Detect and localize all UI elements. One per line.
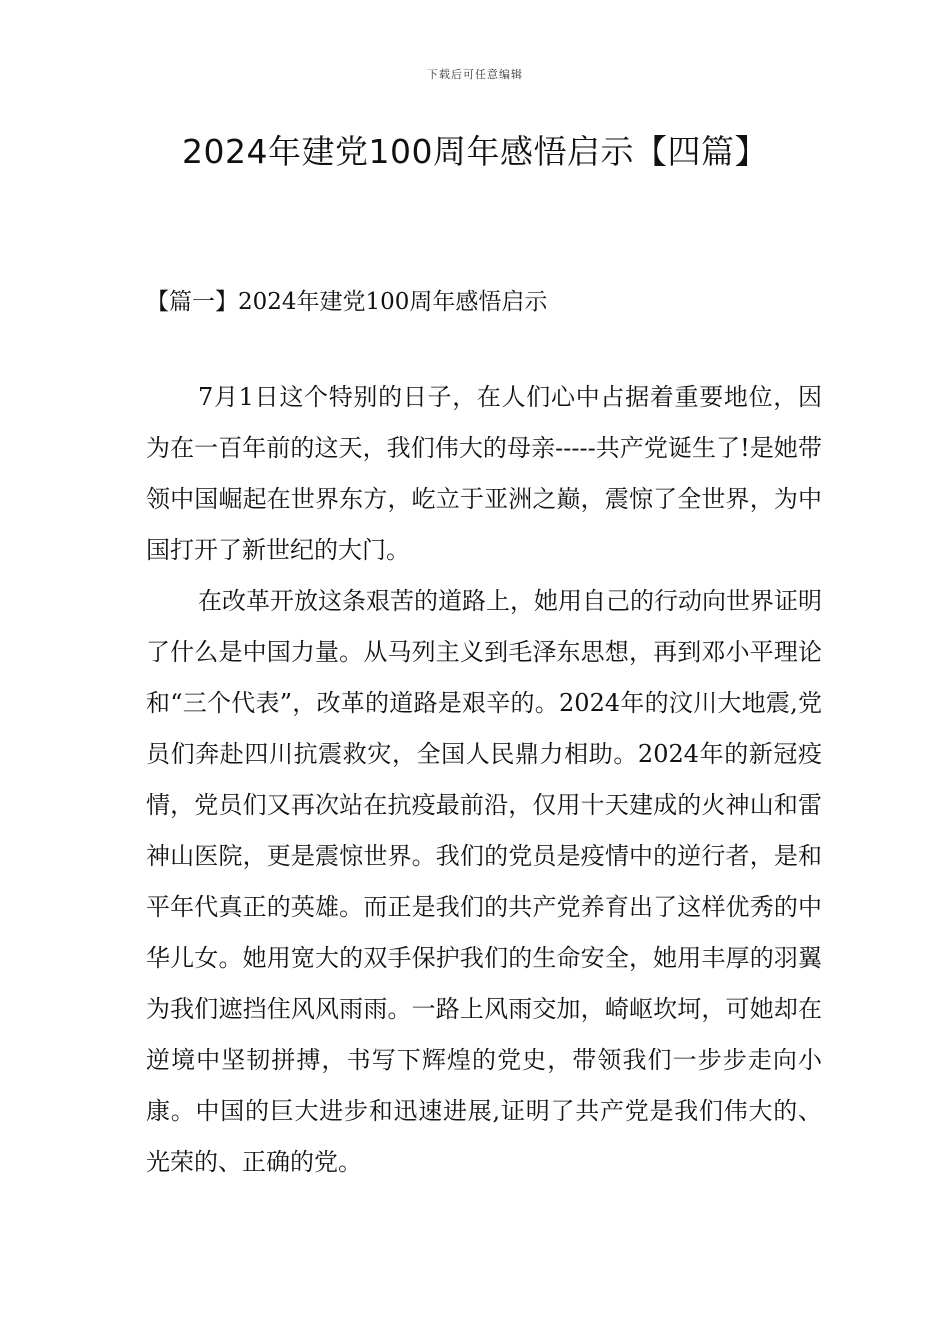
paragraph-1: 7月1日这个特别的日子，在人们心中占据着重要地位，因为在一百年前的这天，我们伟大的母亲-----共产党诞生了!是她带领中国崛起在世界东方，屹立于亚洲之巅，震惊了全世界，为中国打开了新世纪的大门。 (146, 383, 822, 564)
body-text (146, 372, 822, 1188)
header-note: 下载后可任意编辑 (427, 68, 523, 81)
section-heading: 【篇一】2024年建党100周年感悟启示 (146, 289, 548, 315)
document-title: 2024年建党100周年感悟启示【四篇】 (182, 132, 768, 171)
paragraph-2: 在改革开放这条艰苦的道路上，她用自己的行动向世界证明了什么是中国力量。从马列主义到毛泽东思想，再到邓小平理论和“三个代表”，改革的道路是艰辛的。2024年的汶川大地震,党员们奔赴四川抗震救灾，全国人民鼎力相助。2024年的新冠疫情，党员们又再次站在抗疫最前沿，仅用十天建成的火神山和雷神山医院，更是震惊世界。我们的党员是疫情中的逆行者，是和平年代真正的英雄。而正是我们的共产党养育出了这样优秀的中华儿女。她用宽大的双手保护我们的生命安全，她用丰厚的羽翼为我们遮挡住风风雨雨。一路上风雨交加，崎岖坎坷，可她却在逆境中坚韧拼搏，书写下辉煌的党史，带领我们一步步走向小康。中国的巨大进步和迅速进展,证明了共产党是我们伟大的、光荣的、正确的党。 (146, 587, 822, 1176)
